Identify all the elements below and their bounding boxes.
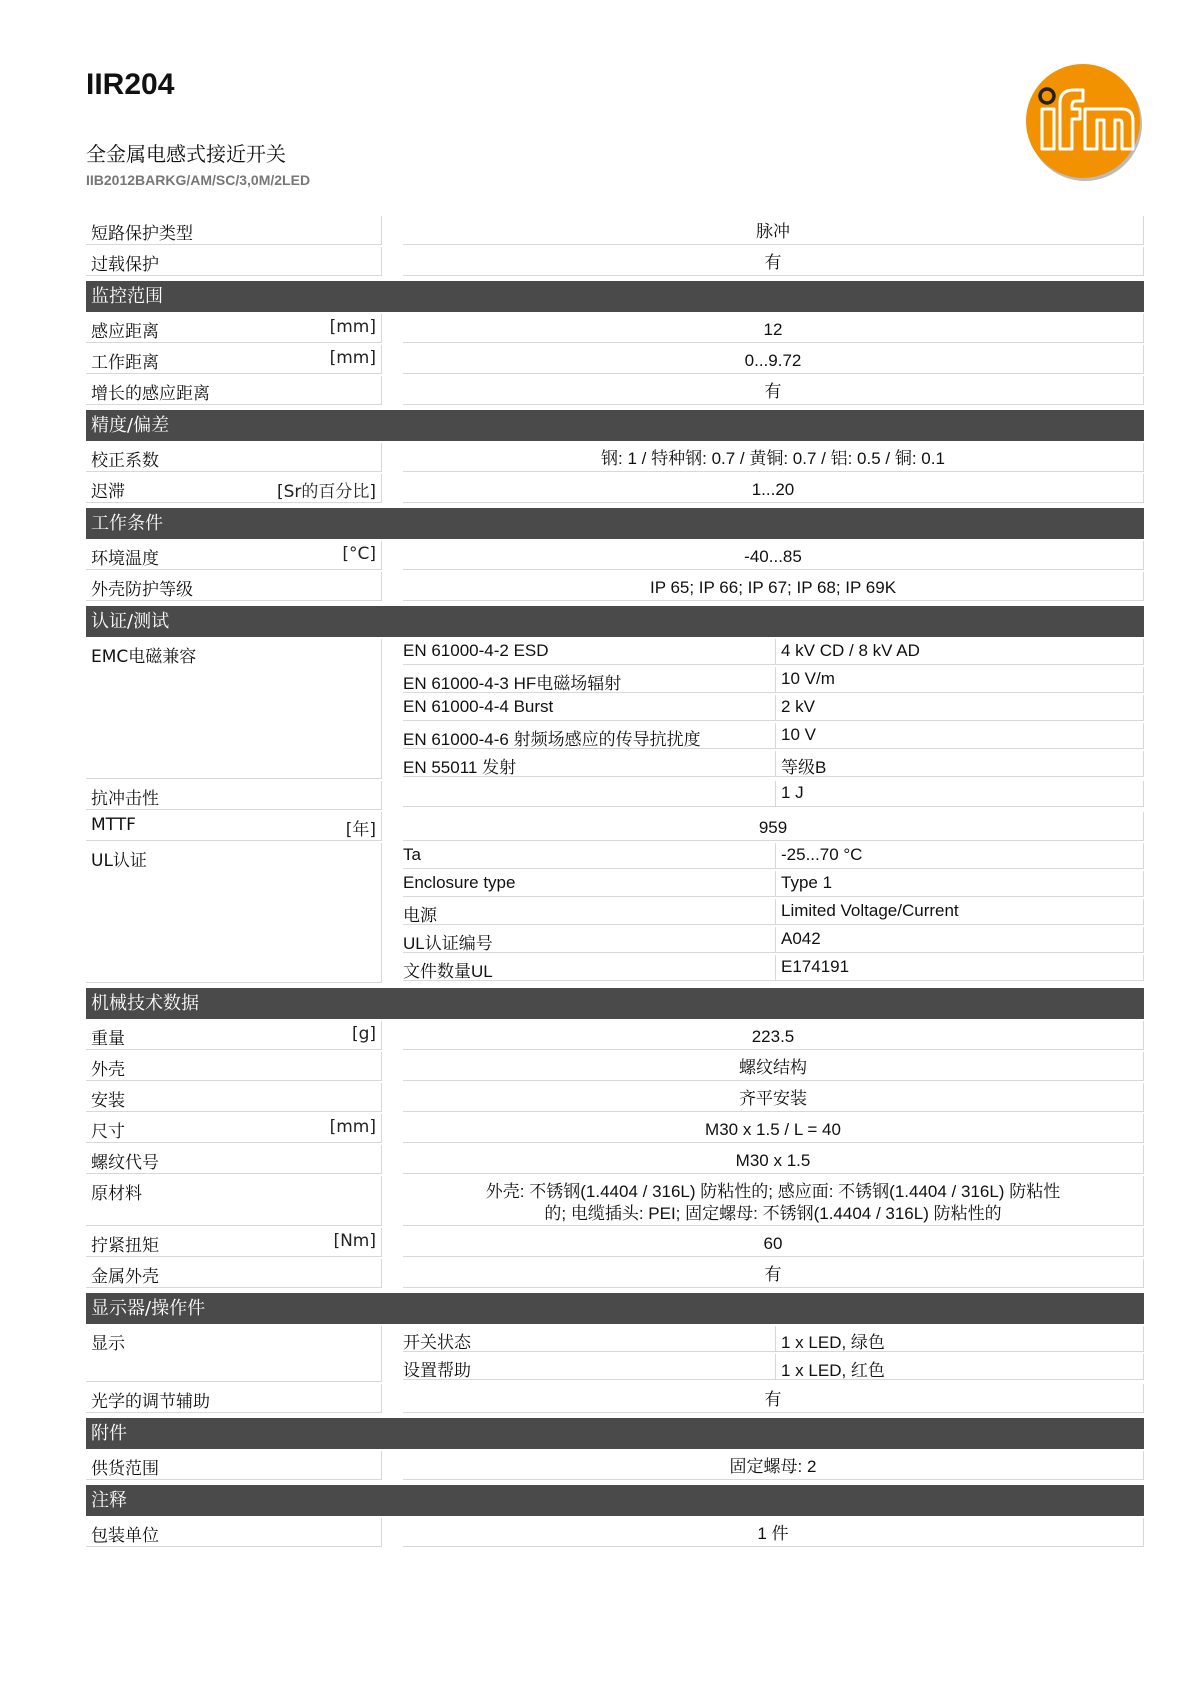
spacer (382, 843, 403, 983)
spacer (382, 314, 403, 343)
label-text: MTTF (91, 815, 136, 835)
spec-row (86, 1384, 1144, 1413)
spec-label (86, 1021, 382, 1050)
spec-label (86, 247, 382, 276)
label-text: 金属外壳 (91, 1267, 159, 1287)
spec-value: 脉冲 (403, 216, 1144, 245)
sub-row (403, 667, 1144, 693)
sub-row (403, 899, 1144, 925)
label-text: 过载保护 (91, 255, 159, 275)
spec-value: 钢: 1 / 特种钢: 0.7 / 黄铜: 0.7 / 铝: 0.5 / 铜: 0.1 (403, 443, 1144, 472)
sub-value: 10 V/m (776, 667, 1144, 693)
section-header: 附件 (86, 1418, 1144, 1449)
sub-value: 1 x LED, 红色 (776, 1354, 1144, 1380)
spec-value: -40...85 (403, 541, 1144, 570)
spec-row (86, 781, 1144, 810)
spec-value: 0...9.72 (403, 345, 1144, 374)
sub-row (403, 1326, 1144, 1352)
sub-value: 4 kV CD / 8 kV AD (776, 639, 1144, 665)
label-text: 感应距离 (91, 322, 159, 342)
sub-row (403, 955, 1144, 981)
spec-label (86, 216, 382, 245)
sub-row (403, 781, 1144, 807)
spec-row (86, 314, 1144, 343)
label-text: UL认证 (91, 851, 147, 871)
sub-row (403, 871, 1144, 897)
product-code: IIB2012BARKG/AM/SC/3,0M/2LED (86, 172, 311, 188)
label-unit: [°C] (342, 544, 376, 564)
spacer (382, 1145, 403, 1174)
spec-label (86, 1176, 382, 1226)
spacer (382, 639, 403, 779)
spec-row (86, 1326, 1144, 1382)
spacer (382, 1052, 403, 1081)
section-header: 工作条件 (86, 508, 1144, 539)
spec-row (86, 1176, 1144, 1226)
sub-key: 设置帮助 (403, 1354, 776, 1380)
section-header: 监控范围 (86, 281, 1144, 312)
sub-key: EN 61000-4-3 HF电磁场辐射 (403, 667, 776, 693)
spec-label (86, 1083, 382, 1112)
sub-key: 开关状态 (403, 1326, 776, 1352)
spacer (382, 443, 403, 472)
sub-key (403, 781, 776, 807)
label-unit: [Sr的百分比] (276, 482, 376, 502)
sub-value: E174191 (776, 955, 1144, 981)
sub-table (403, 843, 1144, 983)
spec-row (86, 376, 1144, 405)
spec-value: M30 x 1.5 / L = 40 (403, 1114, 1144, 1143)
sub-value: 1 x LED, 绿色 (776, 1326, 1144, 1352)
label-text: 尺寸 (91, 1122, 125, 1142)
spacer (382, 1326, 403, 1382)
spec-label (86, 541, 382, 570)
spacer (382, 541, 403, 570)
label-text: 迟滞 (91, 482, 125, 502)
spacer (382, 376, 403, 405)
spec-row (86, 247, 1144, 276)
spec-row (86, 1083, 1144, 1112)
spec-label (86, 345, 382, 374)
spacer (382, 345, 403, 374)
label-text: 重量 (91, 1029, 125, 1049)
spec-row (86, 639, 1144, 779)
spacer (382, 1451, 403, 1480)
label-unit: [mm] (329, 348, 376, 368)
label-text: 短路保护类型 (91, 224, 193, 244)
spec-value: 齐平安装 (403, 1083, 1144, 1112)
sub-row (403, 927, 1144, 953)
sub-key: 电源 (403, 899, 776, 925)
label-text: 显示 (91, 1334, 125, 1354)
spec-label (86, 1114, 382, 1143)
spec-row (86, 216, 1144, 245)
spec-label (86, 443, 382, 472)
label-text: 增长的感应距离 (91, 384, 210, 404)
label-unit: [Nm] (333, 1231, 376, 1251)
label-text: EMC电磁兼容 (91, 647, 197, 667)
sub-key: Enclosure type (403, 871, 776, 897)
label-text: 安装 (91, 1091, 125, 1111)
spec-label (86, 572, 382, 601)
spec-value: 有 (403, 1384, 1144, 1413)
sub-value: 1 J (776, 781, 1144, 807)
label-text: 原材料 (91, 1184, 142, 1204)
spec-value: 1 件 (403, 1518, 1144, 1547)
spec-label (86, 1384, 382, 1413)
label-text: 外壳防护等级 (91, 580, 193, 600)
sub-value: Type 1 (776, 871, 1144, 897)
label-unit: [mm] (329, 317, 376, 337)
spec-value: 1...20 (403, 474, 1144, 503)
spec-row (86, 1021, 1144, 1050)
spacer (382, 812, 403, 841)
spec-value: 12 (403, 314, 1144, 343)
product-title: IIR204 (86, 68, 175, 101)
spacer (382, 1176, 403, 1226)
spec-row (86, 1052, 1144, 1081)
spec-value: 固定螺母: 2 (403, 1451, 1144, 1480)
section-header: 精度/偏差 (86, 410, 1144, 441)
spec-table (86, 216, 1144, 1549)
spec-label (86, 1259, 382, 1288)
sub-value: A042 (776, 927, 1144, 953)
label-text: 供货范围 (91, 1459, 159, 1479)
spec-row (86, 572, 1144, 601)
spec-row (86, 1114, 1144, 1143)
label-text: 校正系数 (91, 451, 159, 471)
label-unit: [mm] (329, 1117, 376, 1137)
label-text: 包装单位 (91, 1526, 159, 1546)
spacer (382, 247, 403, 276)
spec-row (86, 1451, 1144, 1480)
sub-value: Limited Voltage/Current (776, 899, 1144, 925)
spec-label (86, 1326, 382, 1382)
section-header: 认证/测试 (86, 606, 1144, 637)
spec-label (86, 1228, 382, 1257)
spec-row (86, 812, 1144, 841)
spec-label (86, 1451, 382, 1480)
spec-value: 有 (403, 1259, 1144, 1288)
spec-row (86, 1228, 1144, 1257)
ifm-logo-icon (1025, 63, 1143, 181)
sub-key: EN 61000-4-4 Burst (403, 695, 776, 721)
spec-row (86, 1145, 1144, 1174)
sub-table (403, 781, 1144, 810)
spacer (382, 1384, 403, 1413)
spec-row (86, 443, 1144, 472)
label-text: 抗冲击性 (91, 789, 159, 809)
spec-row (86, 541, 1144, 570)
spacer (382, 781, 403, 810)
sub-row (403, 1354, 1144, 1380)
section-header: 显示器/操作件 (86, 1293, 1144, 1324)
sub-table (403, 1326, 1144, 1382)
spacer (382, 1114, 403, 1143)
spec-row (86, 1518, 1144, 1547)
spec-value: 螺纹结构 (403, 1052, 1144, 1081)
sub-value: 等级B (776, 751, 1144, 777)
spec-label (86, 781, 382, 810)
spec-label (86, 474, 382, 503)
spec-value: 959 (403, 812, 1144, 841)
label-text: 拧紧扭矩 (91, 1236, 159, 1256)
spacer (382, 1228, 403, 1257)
spacer (382, 216, 403, 245)
sub-value: 10 V (776, 723, 1144, 749)
spec-label (86, 376, 382, 405)
sub-key: EN 55011 发射 (403, 751, 776, 777)
spec-row (86, 474, 1144, 503)
spec-label (86, 639, 382, 779)
sub-key: EN 61000-4-6 射频场感应的传导抗扰度 (403, 723, 776, 749)
spec-label (86, 1145, 382, 1174)
spec-value: M30 x 1.5 (403, 1145, 1144, 1174)
sub-row (403, 843, 1144, 869)
spec-row (86, 345, 1144, 374)
spec-row (86, 1259, 1144, 1288)
spacer (382, 1518, 403, 1547)
sub-table (403, 639, 1144, 779)
spec-value: 外壳: 不锈钢(1.4404 / 316L) 防粘性的; 感应面: 不锈钢(1.4404 / 316L) 防粘性的; 电缆插头: PEI; 固定螺母: 不锈钢(1.4404 / 316L) 防粘性的 (403, 1176, 1144, 1226)
spacer (382, 1021, 403, 1050)
label-text: 光学的调节辅助 (91, 1392, 210, 1412)
section-header: 机械技术数据 (86, 988, 1144, 1019)
label-text: 螺纹代号 (91, 1153, 159, 1173)
product-subtitle: 全金属电感式接近开关 (86, 142, 286, 166)
spacer (382, 474, 403, 503)
sub-key: EN 61000-4-2 ESD (403, 639, 776, 665)
label-text: 外壳 (91, 1060, 125, 1080)
sub-row (403, 723, 1144, 749)
spec-label (86, 812, 382, 841)
sub-value: 2 kV (776, 695, 1144, 721)
sub-row (403, 695, 1144, 721)
label-unit: [年] (345, 820, 376, 840)
spec-row (86, 843, 1144, 983)
label-unit: [g] (351, 1024, 376, 1044)
sub-row (403, 751, 1144, 777)
section-header: 注释 (86, 1485, 1144, 1516)
label-text: 环境温度 (91, 549, 159, 569)
spec-value: IP 65; IP 66; IP 67; IP 68; IP 69K (403, 572, 1144, 601)
label-text: 工作距离 (91, 353, 159, 373)
spec-value: 有 (403, 247, 1144, 276)
sub-value: -25...70 °C (776, 843, 1144, 869)
spec-label (86, 843, 382, 983)
spacer (382, 572, 403, 601)
sub-row (403, 639, 1144, 665)
sub-key: 文件数量UL (403, 955, 776, 981)
spec-label (86, 1518, 382, 1547)
spacer (382, 1083, 403, 1112)
spacer (382, 1259, 403, 1288)
spec-value: 223.5 (403, 1021, 1144, 1050)
spec-label (86, 314, 382, 343)
sub-key: Ta (403, 843, 776, 869)
spec-value: 60 (403, 1228, 1144, 1257)
spec-label (86, 1052, 382, 1081)
sub-key: UL认证编号 (403, 927, 776, 953)
spec-value: 有 (403, 376, 1144, 405)
